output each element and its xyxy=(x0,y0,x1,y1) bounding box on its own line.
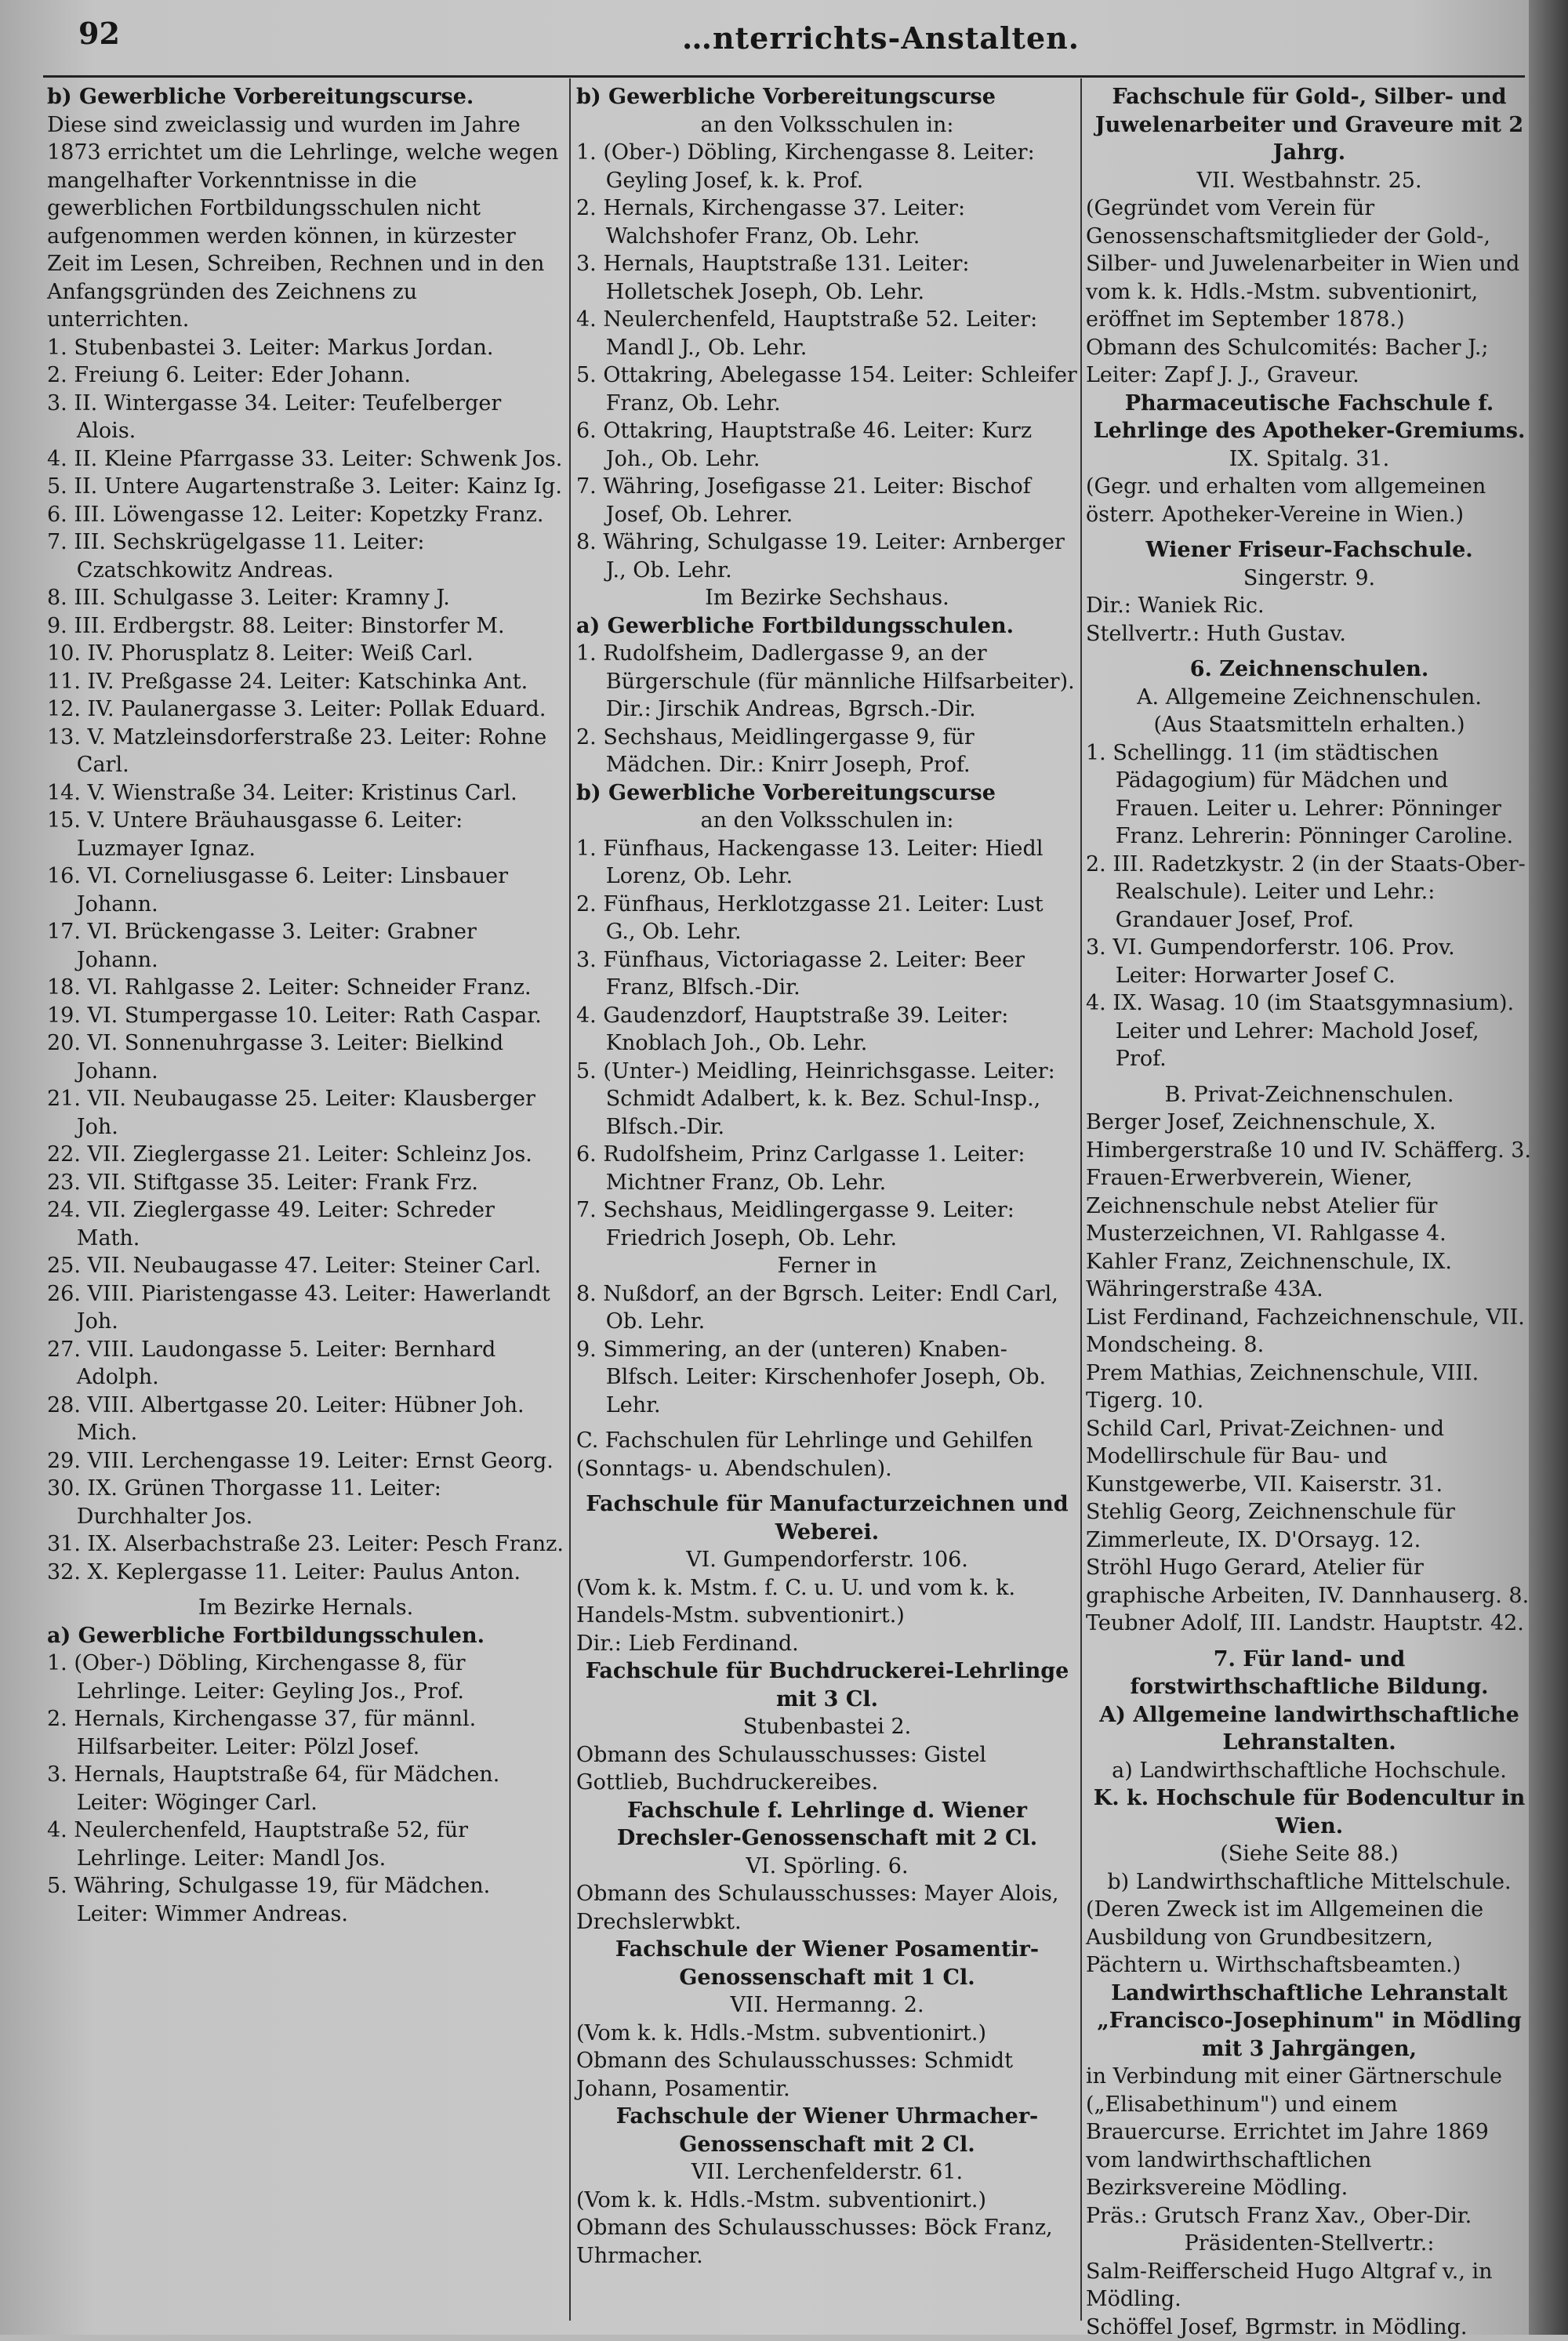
list-entry: 11. IV. Preßgasse 24. Leiter: Katschinka Ant. xyxy=(47,668,564,696)
list-entry: 20. VI. Sonnenuhrgasse 3. Leiter: Bielkind Johann. xyxy=(47,1029,564,1085)
list-entry: 3. Fünfhaus, Victoriagasse 2. Leiter: Beer Franz, Blfsch.-Dir. xyxy=(576,946,1078,1002)
section-heading: a) Gewerbliche Fortbildungsschulen. xyxy=(47,1622,564,1650)
centered-line: Ferner in xyxy=(576,1252,1078,1280)
list-entry: 5. Ottakring, Abelegasse 154. Leiter: Schleifer Franz, Ob. Lehr. xyxy=(576,361,1078,417)
centered-line: Im Bezirke Sechshaus. xyxy=(576,584,1078,612)
paragraph: Obmann des Schulausschusses: Böck Franz, Uhrmacher. xyxy=(576,2214,1078,2270)
section-heading: Fachschule der Wiener Posamentir-Genossenschaft mit 1 Cl. xyxy=(576,1936,1078,1991)
list-entry: 4. Neulerchenfeld, Hauptstraße 52. Leiter: Mandl J., Ob. Lehr. xyxy=(576,306,1078,361)
list-entry: 6. III. Löwengasse 12. Leiter: Kopetzky Franz. xyxy=(47,501,564,529)
list-entry: 28. VIII. Albertgasse 20. Leiter: Hübner Joh. Mich. xyxy=(47,1392,564,1447)
paragraph: Präs.: Grutsch Franz Xav., Ober-Dir. xyxy=(1086,2202,1533,2230)
list-entry: 7. III. Sechskrügelgasse 11. Leiter: Czatschkowitz Andreas. xyxy=(47,528,564,584)
section-heading: 6. Zeichnenschulen. xyxy=(1086,655,1533,684)
paragraph: Berger Josef, Zeichnenschule, X. Himbergerstraße 10 und IV. Schäfferg. 3. xyxy=(1086,1109,1533,1164)
section-heading: Wiener Friseur-Fachschule. xyxy=(1086,536,1533,564)
paragraph: Obmann des Schulausschusses: Mayer Alois, Drechslerwbkt. xyxy=(576,1880,1078,1936)
list-entry: 16. VI. Corneliusgasse 6. Leiter: Linsbauer Johann. xyxy=(47,862,564,918)
list-entry: 5. (Unter-) Meidling, Heinrichsgasse. Leiter: Schmidt Adalbert, k. k. Bez. Schul-Insp., Blfsch.-Dir. xyxy=(576,1058,1078,1141)
paragraph: Ströhl Hugo Gerard, Atelier für graphische Arbeiten, IV. Dannhauserg. 8. xyxy=(1086,1554,1533,1610)
list-entry: 8. Nußdorf, an der Bgrsch. Leiter: Endl Carl, Ob. Lehr. xyxy=(576,1280,1078,1336)
section-heading: Fachschule f. Lehrlinge d. Wiener Drechsler-Genossenschaft mit 2 Cl. xyxy=(576,1797,1078,1853)
list-entry: 18. VI. Rahlgasse 2. Leiter: Schneider Franz. xyxy=(47,974,564,1002)
centered-line: Stubenbastei 2. xyxy=(576,1713,1078,1741)
list-entry: 4. II. Kleine Pfarrgasse 33. Leiter: Schwenk Jos. xyxy=(47,445,564,474)
list-entry: 27. VIII. Laudongasse 5. Leiter: Bernhard Adolph. xyxy=(47,1336,564,1392)
list-entry: 22. VII. Zieglergasse 21. Leiter: Schleinz Jos. xyxy=(47,1141,564,1169)
list-entry: 24. VII. Zieglergasse 49. Leiter: Schreder Math. xyxy=(47,1196,564,1252)
section-heading: A) Allgemeine landwirthschaftliche Lehranstalten. xyxy=(1086,1701,1533,1757)
centered-line: VI. Gumpendorferstr. 106. xyxy=(576,1546,1078,1574)
paragraph: Prem Mathias, Zeichnenschule, VIII. Tigerg. 10. xyxy=(1086,1359,1533,1415)
list-entry: 7. Sechshaus, Meidlingergasse 9. Leiter: Friedrich Joseph, Ob. Lehr. xyxy=(576,1196,1078,1252)
paragraph: Dir.: Waniek Ric. xyxy=(1086,592,1533,620)
centered-line: VII. Hermanng. 2. xyxy=(576,1991,1078,2020)
list-entry: 10. IV. Phorusplatz 8. Leiter: Weiß Carl. xyxy=(47,640,564,668)
spacer xyxy=(47,1586,564,1594)
paragraph: (Gegr. und erhalten vom allgemeinen österr. Apotheker-Vereine in Wien.) xyxy=(1086,473,1533,528)
list-entry: 2. Hernals, Kirchengasse 37, für männl. Hilfsarbeiter. Leiter: Pölzl Josef. xyxy=(47,1705,564,1761)
list-entry: 3. Hernals, Hauptstraße 131. Leiter: Holletschek Joseph, Ob. Lehr. xyxy=(576,250,1078,306)
list-entry: 1. (Ober-) Döbling, Kirchengasse 8. Leiter: Geyling Josef, k. k. Prof. xyxy=(576,139,1078,194)
book-binding-edge xyxy=(1529,0,1568,2335)
list-entry: 8. III. Schulgasse 3. Leiter: Kramny J. xyxy=(47,584,564,612)
centered-line: Singerstr. 9. xyxy=(1086,564,1533,593)
section-heading: Fachschule für Manufacturzeichnen und Weberei. xyxy=(576,1490,1078,1546)
paragraph: Salm-Reifferscheid Hugo Altgraf v., in Mödling. xyxy=(1086,2258,1533,2314)
spacer xyxy=(576,1419,1078,1427)
section-heading: b) Gewerbliche Vorbereitungscurse. xyxy=(47,83,564,111)
paragraph: Obmann des Schulausschusses: Schmidt Johann, Posamentir. xyxy=(576,2047,1078,2103)
paragraph: in Verbindung mit einer Gärtnerschule („Elisabethinum") und einem Brauercurse. Errichtet im Jahre 1869 vom landwirthschaftlichen Bezirksvereine Mödling. xyxy=(1086,2063,1533,2202)
paragraph: Frauen-Erwerbverein, Wiener, Zeichnenschule nebst Atelier für Musterzeichnen, VI. Rahlgasse 4. xyxy=(1086,1164,1533,1248)
column-middle xyxy=(576,83,1078,2270)
centered-line: Im Bezirke Hernals. xyxy=(47,1594,564,1622)
section-heading: Landwirthschaftliche Lehranstalt „Francisco-Josephinum" in Mödling mit 3 Jahrgängen, xyxy=(1086,1980,1533,2063)
centered-line: VII. Lerchenfelderstr. 61. xyxy=(576,2158,1078,2187)
list-entry: 25. VII. Neubaugasse 47. Leiter: Steiner Carl. xyxy=(47,1252,564,1280)
list-entry: 9. Simmering, an der (unteren) Knaben-Blfsch. Leiter: Kirschenhofer Joseph, Ob. Lehr. xyxy=(576,1336,1078,1420)
section-heading: Fachschule der Wiener Uhrmacher-Genossenschaft mit 2 Cl. xyxy=(576,2103,1078,2158)
centered-line: VI. Spörling. 6. xyxy=(576,1853,1078,1881)
list-entry: 15. V. Untere Bräuhausgasse 6. Leiter: Luzmayer Ignaz. xyxy=(47,807,564,862)
centered-line: Präsidenten-Stellvertr.: xyxy=(1086,2230,1533,2258)
list-entry: 2. Hernals, Kirchengasse 37. Leiter: Walchshofer Franz, Ob. Lehr. xyxy=(576,194,1078,250)
list-entry: 2. Fünfhaus, Herklotzgasse 21. Leiter: Lust G., Ob. Lehr. xyxy=(576,891,1078,946)
centered-line: A. Allgemeine Zeichnenschulen. xyxy=(1086,684,1533,712)
list-entry: 12. IV. Paulanergasse 3. Leiter: Pollak Eduard. xyxy=(47,695,564,724)
list-entry: 26. VIII. Piaristengasse 43. Leiter: Hawerlandt Joh. xyxy=(47,1280,564,1336)
paragraph: Schöffel Josef, Bgrmstr. in Mödling. xyxy=(1086,2314,1533,2341)
section-heading: 7. Für land- und forstwirthschaftliche Bildung. xyxy=(1086,1646,1533,1701)
spacer xyxy=(1086,1073,1533,1081)
section-heading: K. k. Hochschule für Bodencultur in Wien. xyxy=(1086,1784,1533,1840)
list-entry: 8. Währing, Schulgasse 19. Leiter: Arnberger J., Ob. Lehr. xyxy=(576,528,1078,584)
list-entry: 1. Rudolfsheim, Dadlergasse 9, an der Bürgerschule (für männliche Hilfsarbeiter). Dir.: Jirschik Andreas, Bgrsch.-Dir. xyxy=(576,640,1078,724)
list-entry: 7. Währing, Josefigasse 21. Leiter: Bischof Josef, Ob. Lehrer. xyxy=(576,473,1078,528)
paragraph: (Gegründet vom Verein für Genossenschaftsmitglieder der Gold-, Silber- und Juwelenarbeiter in Wien und vom k. k. Hdls.-Mstm. subventionirt, eröffnet im September 1878.) xyxy=(1086,194,1533,334)
list-entry: 32. X. Keplergasse 11. Leiter: Paulus Anton. xyxy=(47,1559,564,1587)
header-rule xyxy=(43,75,1525,78)
section-heading: b) Gewerbliche Vorbereitungscurse xyxy=(576,779,1078,808)
paragraph: Obmann des Schulcomités: Bacher J.; Leiter: Zapf J. J., Graveur. xyxy=(1086,334,1533,390)
page-number: 92 xyxy=(78,16,120,51)
list-entry: 3. VI. Gumpendorferstr. 106. Prov. Leiter: Horwarter Josef C. xyxy=(1086,934,1533,989)
centered-line: an den Volksschulen in: xyxy=(576,111,1078,140)
paragraph: Dir.: Lieb Ferdinand. xyxy=(576,1630,1078,1658)
centered-line: a) Landwirthschaftliche Hochschule. xyxy=(1086,1757,1533,1785)
list-entry: 17. VI. Brückengasse 3. Leiter: Grabner Johann. xyxy=(47,918,564,974)
list-entry: 5. Währing, Schulgasse 19, für Mädchen. Leiter: Wimmer Andreas. xyxy=(47,1872,564,1928)
list-entry: 1. (Ober-) Döbling, Kirchengasse 8, für Lehrlinge. Leiter: Geyling Jos., Prof. xyxy=(47,1650,564,1705)
paragraph: Stehlig Georg, Zeichnenschule für Zimmerleute, IX. D'Orsayg. 12. xyxy=(1086,1498,1533,1554)
list-entry: 2. Freiung 6. Leiter: Eder Johann. xyxy=(47,361,564,390)
list-entry: 1. Schellingg. 11 (im städtischen Pädagogium) für Mädchen und Frauen. Leiter u. Lehrer: Pönninger Franz. Lehrerin: Pönninger Caroline. xyxy=(1086,739,1533,851)
list-entry: 23. VII. Stiftgasse 35. Leiter: Frank Frz. xyxy=(47,1169,564,1197)
section-heading: Pharmaceutische Fachschule f. Lehrlinge des Apotheker-Gremiums. xyxy=(1086,390,1533,445)
paragraph: C. Fachschulen für Lehrlinge und Gehilfen (Sonntags- u. Abendschulen). xyxy=(576,1427,1078,1483)
list-entry: 31. IX. Alserbachstraße 23. Leiter: Pesch Franz. xyxy=(47,1530,564,1559)
running-head: …nterrichts-Anstalten. xyxy=(682,20,1080,56)
centered-line: IX. Spitalg. 31. xyxy=(1086,445,1533,474)
section-heading: b) Gewerbliche Vorbereitungscurse xyxy=(576,83,1078,111)
section-heading: Fachschule für Gold-, Silber- und Juwelenarbeiter und Graveure mit 2 Jahrg. xyxy=(1086,83,1533,167)
paragraph: (Vom k. k. Mstm. f. C. u. U. und vom k. k. Handels-Mstm. subventionirt.) xyxy=(576,1574,1078,1630)
spacer xyxy=(576,1483,1078,1490)
column-divider-left xyxy=(569,78,571,2321)
list-entry: 2. III. Radetzkystr. 2 (in der Staats-Ober-Realschule). Leiter und Lehr.: Grandauer Josef, Prof. xyxy=(1086,851,1533,935)
list-entry: 4. Gaudenzdorf, Hauptstraße 39. Leiter: Knoblach Joh., Ob. Lehr. xyxy=(576,1002,1078,1058)
centered-line: (Siehe Seite 88.) xyxy=(1086,1840,1533,1868)
column-divider-right xyxy=(1080,78,1082,2321)
spacer xyxy=(1086,528,1533,536)
centered-line: b) Landwirthschaftliche Mittelschule. xyxy=(1086,1868,1533,1896)
paragraph: (Vom k. k. Hdls.-Mstm. subventionirt.) xyxy=(576,2187,1078,2215)
section-heading: a) Gewerbliche Fortbildungsschulen. xyxy=(576,612,1078,641)
list-entry: 6. Ottakring, Hauptstraße 46. Leiter: Kurz Joh., Ob. Lehr. xyxy=(576,417,1078,473)
spacer xyxy=(1086,1638,1533,1646)
list-entry: 9. III. Erdbergstr. 88. Leiter: Binstorfer M. xyxy=(47,612,564,641)
paragraph: Obmann des Schulausschusses: Gistel Gottlieb, Buchdruckereibes. xyxy=(576,1741,1078,1797)
list-entry: 30. IX. Grünen Thorgasse 11. Leiter: Durchhalter Jos. xyxy=(47,1475,564,1530)
list-entry: 1. Fünfhaus, Hackengasse 13. Leiter: Hiedl Lorenz, Ob. Lehr. xyxy=(576,835,1078,891)
centered-line: VII. Westbahnstr. 25. xyxy=(1086,167,1533,195)
paragraph: List Ferdinand, Fachzeichnenschule, VII. Mondscheing. 8. xyxy=(1086,1304,1533,1359)
spacer xyxy=(1086,648,1533,655)
centered-line: (Aus Staatsmitteln erhalten.) xyxy=(1086,711,1533,739)
centered-line: B. Privat-Zeichnenschulen. xyxy=(1086,1081,1533,1109)
paragraph: (Deren Zweck ist im Allgemeinen die Ausbildung von Grundbesitzern, Pächtern u. Wirthschaftsbeamten.) xyxy=(1086,1896,1533,1980)
list-entry: 4. Neulerchenfeld, Hauptstraße 52, für Lehrlinge. Leiter: Mandl Jos. xyxy=(47,1817,564,1872)
list-entry: 13. V. Matzleinsdorferstraße 23. Leiter: Rohne Carl. xyxy=(47,724,564,779)
paragraph: Diese sind zweiclassig und wurden im Jahre 1873 errichtet um die Lehrlinge, welche wegen mangelhafter Vorkenntnisse in die gewerblichen Fortbildungsschulen nicht aufgenommen werden können, in kürzester Zeit im Lesen, Schreiben, Rechnen und in den Anfangsgründen des Zeichnens zu unterrichten. xyxy=(47,111,564,334)
centered-line: an den Volksschulen in: xyxy=(576,807,1078,835)
paragraph: Schild Carl, Privat-Zeichnen- und Modellirschule für Bau- und Kunstgewerbe, VII. Kaiserstr. 31. xyxy=(1086,1415,1533,1499)
paragraph: Stellvertr.: Huth Gustav. xyxy=(1086,620,1533,648)
list-entry: 19. VI. Stumpergasse 10. Leiter: Rath Caspar. xyxy=(47,1002,564,1030)
list-entry: 4. IX. Wasag. 10 (im Staatsgymnasium). Leiter und Lehrer: Machold Josef, Prof. xyxy=(1086,989,1533,1073)
list-entry: 21. VII. Neubaugasse 25. Leiter: Klausberger Joh. xyxy=(47,1085,564,1141)
list-entry: 3. II. Wintergasse 34. Leiter: Teufelberger Alois. xyxy=(47,390,564,445)
list-entry: 2. Sechshaus, Meidlingergasse 9, für Mädchen. Dir.: Knirr Joseph, Prof. xyxy=(576,724,1078,779)
list-entry: 1. Stubenbastei 3. Leiter: Markus Jordan. xyxy=(47,334,564,362)
column-right xyxy=(1086,83,1533,2341)
column-left xyxy=(47,83,564,1928)
section-heading: Fachschule für Buchdruckerei-Lehrlinge mit 3 Cl. xyxy=(576,1657,1078,1713)
list-entry: 14. V. Wienstraße 34. Leiter: Kristinus Carl. xyxy=(47,779,564,808)
list-entry: 29. VIII. Lerchengasse 19. Leiter: Ernst Georg. xyxy=(47,1447,564,1475)
list-entry: 6. Rudolfsheim, Prinz Carlgasse 1. Leiter: Michtner Franz, Ob. Lehr. xyxy=(576,1141,1078,1196)
paragraph: (Vom k. k. Hdls.-Mstm. subventionirt.) xyxy=(576,2020,1078,2048)
paragraph: Teubner Adolf, III. Landstr. Hauptstr. 42. xyxy=(1086,1610,1533,1638)
list-entry: 3. Hernals, Hauptstraße 64, für Mädchen. Leiter: Wöginger Carl. xyxy=(47,1761,564,1817)
list-entry: 5. II. Untere Augartenstraße 3. Leiter: Kainz Ig. xyxy=(47,473,564,501)
paragraph: Kahler Franz, Zeichnenschule, IX. Währingerstraße 43A. xyxy=(1086,1248,1533,1304)
